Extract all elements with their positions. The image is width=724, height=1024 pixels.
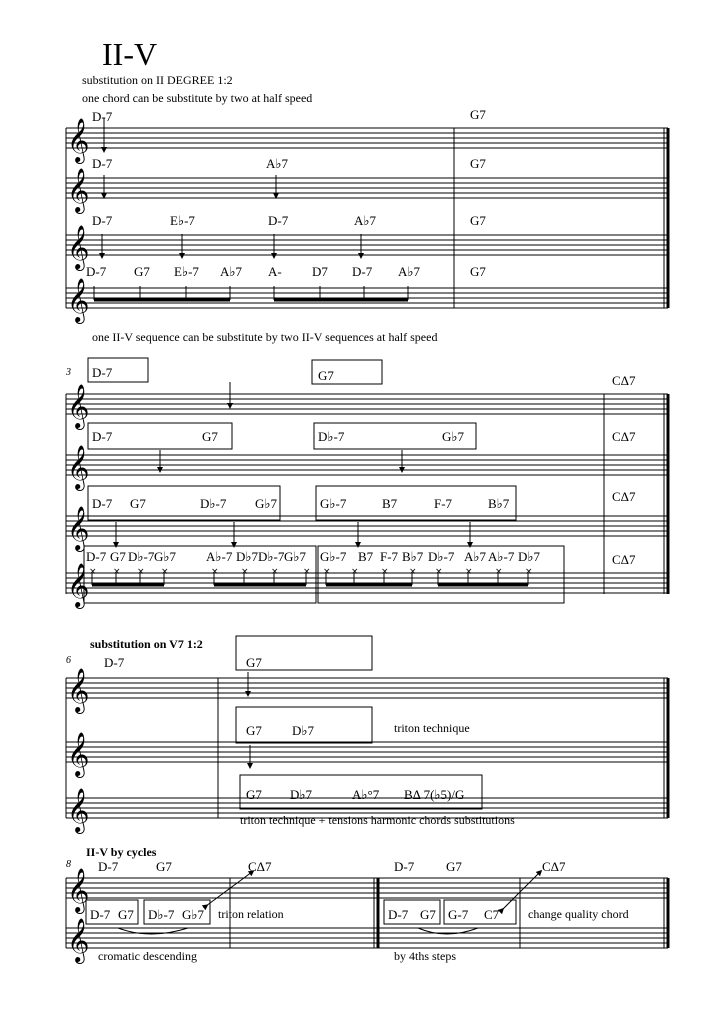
x-notehead-icon: × — [271, 567, 279, 577]
x-notehead-icon: × — [137, 567, 145, 577]
double-arrow — [206, 872, 252, 906]
x-notehead-icon: × — [323, 567, 331, 577]
chord-label: B♭7 — [402, 549, 424, 564]
treble-clef-icon: 𝄞 — [67, 918, 90, 962]
chord-label: B7 — [382, 496, 398, 511]
chord-label: CΔ7 — [612, 489, 636, 504]
chord-label: E♭-7 — [170, 213, 195, 228]
x-notehead-icon: × — [409, 567, 417, 577]
x-notehead-icon: × — [495, 567, 503, 577]
chord-label: G7 — [470, 213, 486, 228]
treble-clef-icon: 𝄞 — [67, 668, 90, 712]
treble-clef-icon: 𝄞 — [67, 868, 90, 912]
chord-label: A♭7 — [266, 156, 289, 171]
chord-label: A♭-7 — [206, 549, 233, 564]
relation-note: change quality chord — [528, 907, 629, 921]
measure-number: 8 — [66, 859, 71, 870]
chord-label: G♭7 — [255, 496, 278, 511]
chord-label: E♭-7 — [174, 264, 199, 279]
chord-label: D-7 — [86, 549, 107, 564]
chord-label: A♭°7 — [352, 787, 380, 802]
chord-label: D♭-7 — [258, 549, 285, 564]
relation-note: triton relation — [218, 907, 284, 921]
treble-clef-icon: 𝄞 — [67, 732, 90, 776]
chord-label: CΔ7 — [612, 552, 636, 567]
chord-label: D♭-7 — [428, 549, 455, 564]
section-heading: substitution on V7 1:2 — [90, 637, 203, 651]
chord-label: F-7 — [434, 496, 453, 511]
chord-label: G♭7 — [154, 549, 177, 564]
section-heading: II-V by cycles — [86, 845, 157, 859]
chord-label: CΔ7 — [248, 859, 272, 874]
chord-label: D7 — [312, 264, 328, 279]
treble-clef-icon: 𝄞 — [67, 168, 90, 212]
chord-label: G7 — [318, 368, 334, 383]
treble-clef-icon: 𝄞 — [67, 225, 90, 269]
x-notehead-icon: × — [89, 567, 97, 577]
cycle-caption: cromatic descending — [98, 949, 197, 963]
treble-clef-icon: 𝄞 — [67, 445, 90, 489]
measure-number: 3 — [66, 367, 71, 378]
chord-label: CΔ7 — [542, 859, 566, 874]
chord-label: A♭7 — [398, 264, 421, 279]
chord-label: D-7 — [86, 264, 107, 279]
chord-label: G7 — [246, 723, 262, 738]
chord-label: G♭7 — [284, 549, 307, 564]
chord-label: G♭-7 — [320, 549, 347, 564]
chord-label: G7 — [470, 107, 486, 122]
chord-label: G7 — [420, 907, 436, 922]
x-notehead-icon: × — [465, 567, 473, 577]
chord-label: G7 — [246, 655, 262, 670]
chord-label: D-7 — [104, 655, 125, 670]
chord-label: D♭7 — [290, 787, 313, 802]
treble-clef-icon: 𝄞 — [67, 788, 90, 832]
chord-label: D♭-7 — [200, 496, 227, 511]
chord-label: D♭-7 — [318, 429, 345, 444]
chord-label: G-7 — [448, 907, 469, 922]
chord-label: D-7 — [268, 213, 289, 228]
chord-label: G7 — [246, 787, 262, 802]
chord-label: D-7 — [92, 365, 113, 380]
chord-label: D-7 — [92, 429, 113, 444]
chord-label: B♭7 — [488, 496, 510, 511]
technique-note: triton technique — [394, 721, 470, 735]
chord-label: G7 — [130, 496, 146, 511]
treble-clef-icon: 𝄞 — [67, 563, 90, 607]
chord-label: CΔ7 — [612, 429, 636, 444]
treble-clef-icon: 𝄞 — [67, 278, 90, 322]
chord-label: C7 — [484, 907, 500, 922]
page-title: II-V — [102, 36, 158, 72]
x-notehead-icon: × — [381, 567, 389, 577]
chord-label: G7 — [470, 264, 486, 279]
chord-label: F-7 — [380, 549, 399, 564]
intro-line-2: one chord can be substitute by two at half speed — [82, 91, 313, 105]
chord-label: D-7 — [92, 156, 113, 171]
chord-label: D-7 — [352, 264, 373, 279]
chord-label: G7 — [470, 156, 486, 171]
chord-label: D♭-7 — [148, 907, 175, 922]
chord-label: D-7 — [92, 109, 113, 124]
treble-clef-icon: 𝄞 — [67, 384, 90, 428]
treble-clef-icon: 𝄞 — [67, 506, 90, 550]
x-notehead-icon: × — [351, 567, 359, 577]
chord-label: G♭7 — [182, 907, 205, 922]
chord-label: G7 — [446, 859, 462, 874]
treble-clef-icon: 𝄞 — [67, 118, 90, 162]
chord-label: D♭7 — [518, 549, 541, 564]
chord-label: A♭7 — [464, 549, 487, 564]
measure-number: 6 — [66, 655, 71, 666]
chord-label: A♭7 — [354, 213, 377, 228]
chord-label: G7 — [134, 264, 150, 279]
chord-label: CΔ7 — [612, 373, 636, 388]
x-notehead-icon: × — [435, 567, 443, 577]
x-notehead-icon: × — [113, 567, 121, 577]
chord-label: G♭7 — [442, 429, 465, 444]
chord-label: D-7 — [92, 496, 113, 511]
chord-label: D-7 — [394, 859, 415, 874]
x-notehead-icon: × — [211, 567, 219, 577]
chord-label: A♭-7 — [488, 549, 515, 564]
chord-label: BΔ 7(♭5)/G — [404, 787, 465, 802]
chord-label: D-7 — [388, 907, 409, 922]
chord-label: G7 — [110, 549, 126, 564]
caption: one II-V sequence can be substitute by two II-V sequences at half speed — [92, 330, 438, 344]
technique-note: triton technique + tensions harmonic chords substitutions — [240, 813, 515, 827]
chord-label: D♭7 — [236, 549, 259, 564]
chord-label: D-7 — [90, 907, 111, 922]
chord-label: G7 — [118, 907, 134, 922]
chord-label: D♭7 — [292, 723, 315, 738]
chord-label: A- — [268, 264, 282, 279]
x-notehead-icon: × — [241, 567, 249, 577]
chord-label: D-7 — [98, 859, 119, 874]
chord-label: D♭-7 — [128, 549, 155, 564]
chord-box — [88, 486, 280, 520]
chord-label: G7 — [156, 859, 172, 874]
chord-label: G♭-7 — [320, 496, 347, 511]
chord-label: D-7 — [92, 213, 113, 228]
cycle-caption: by 4ths steps — [394, 949, 457, 963]
chord-label: A♭7 — [220, 264, 243, 279]
x-notehead-icon: × — [303, 567, 311, 577]
x-notehead-icon: × — [161, 567, 169, 577]
chord-label: G7 — [202, 429, 218, 444]
intro-line-1: substitution on II DEGREE 1:2 — [82, 73, 233, 87]
x-notehead-icon: × — [525, 567, 533, 577]
chord-label: B7 — [358, 549, 374, 564]
